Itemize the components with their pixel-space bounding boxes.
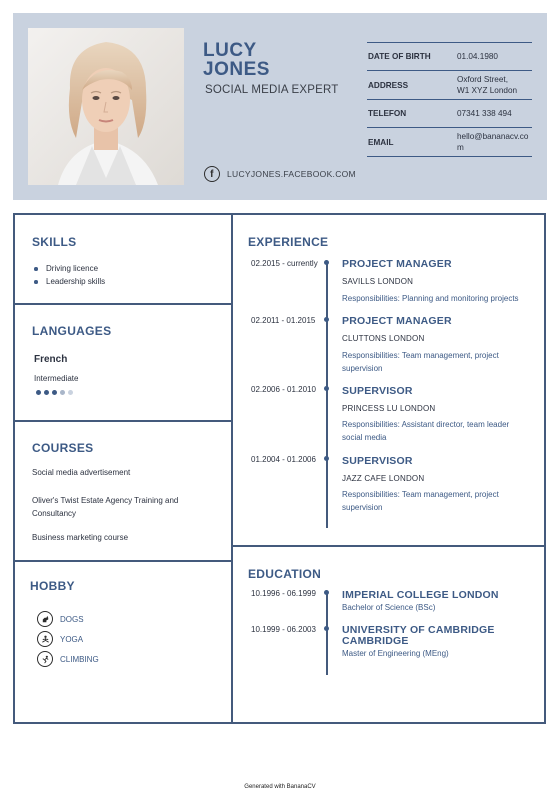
skill-item: Driving licence <box>33 262 105 275</box>
facebook-link[interactable] <box>204 166 356 182</box>
education-date: 10.1996 - 06.1999 <box>251 589 316 598</box>
timeline-dot <box>324 626 329 631</box>
first-name: LUCY <box>203 40 257 61</box>
resp-line: Responsibilities: Team management, project <box>342 351 499 360</box>
resp-line: Responsibilities: Team management, project <box>342 490 499 499</box>
timeline-dot <box>324 317 329 322</box>
rating-dot-empty <box>60 390 65 395</box>
hobby-title: HOBBY <box>30 579 75 593</box>
yoga-icon <box>37 631 53 647</box>
facebook-url: LUCYJONES.FACEBOOK.COM <box>227 169 356 179</box>
job-date: 02.2011 - 01.2015 <box>251 316 316 325</box>
info-row-email <box>367 128 532 157</box>
skills-title: SKILLS <box>32 235 77 249</box>
resume-header <box>13 13 547 200</box>
hobby-item-climbing <box>37 651 99 667</box>
language-rating <box>36 390 73 395</box>
info-row-dob <box>367 43 532 71</box>
experience-title: EXPERIENCE <box>248 235 329 249</box>
job-responsibilities <box>342 349 537 375</box>
column-divider <box>231 215 233 722</box>
school-line: CAMBRIDGE <box>342 635 409 647</box>
info-label: TELEFON <box>368 109 407 118</box>
section-divider <box>15 303 231 305</box>
course-item: Social media advertisement <box>32 468 131 477</box>
section-divider <box>233 545 544 547</box>
hobby-label: YOGA <box>60 634 84 644</box>
degree: Bachelor of Science (BSc) <box>342 603 436 612</box>
info-label: ADDRESS <box>368 80 409 90</box>
job-title: SUPERVISOR <box>342 385 413 397</box>
info-value <box>457 74 532 97</box>
hobby-label: DOGS <box>60 614 84 624</box>
timeline-dot <box>324 456 329 461</box>
portrait-image <box>28 28 184 185</box>
course-item <box>32 494 178 520</box>
info-row-address <box>367 71 532 100</box>
rating-dot-filled <box>36 390 41 395</box>
job-title: PROJECT MANAGER <box>342 315 452 327</box>
address-line: Oxford Street, <box>457 74 508 84</box>
facebook-icon: f <box>204 166 220 182</box>
experience-timeline <box>326 263 328 528</box>
rating-dot-empty <box>68 390 73 395</box>
resp-line: supervision <box>342 364 383 373</box>
rating-dot-filled <box>52 390 57 395</box>
school-line: UNIVERSITY OF CAMBRIDGE <box>342 624 495 636</box>
job-title: PROJECT MANAGER <box>342 258 452 270</box>
job-company: JAZZ CAFE LONDON <box>342 474 425 483</box>
address-line: W1 XYZ London <box>457 86 518 95</box>
job-responsibilities <box>342 292 537 305</box>
courses-title: COURSES <box>32 441 94 455</box>
skills-list <box>33 262 105 288</box>
last-name: JONES <box>203 59 270 80</box>
timeline-dot <box>324 260 329 265</box>
candidate-name <box>203 41 270 79</box>
job-company: CLUTTONS LONDON <box>342 334 425 343</box>
job-date: 02.2006 - 01.2010 <box>251 385 316 394</box>
languages-title: LANGUAGES <box>32 324 112 338</box>
rating-dot-filled <box>44 390 49 395</box>
job-role: SOCIAL MEDIA EXPERT <box>205 84 339 96</box>
hobby-label: CLIMBING <box>60 654 99 664</box>
resume-body <box>13 213 546 724</box>
info-value <box>457 131 532 154</box>
job-responsibilities <box>342 418 537 444</box>
job-date: 02.2015 - currently <box>251 259 318 268</box>
language-name: French <box>34 354 68 365</box>
skill-item: Leadership skills <box>33 275 105 288</box>
resp-line: Responsibilities: Planning and monitoring projects <box>342 294 519 303</box>
job-title: SUPERVISOR <box>342 455 413 467</box>
section-divider <box>15 560 231 562</box>
degree: Master of Engineering (MEng) <box>342 649 449 658</box>
email-line: m <box>457 143 464 152</box>
language-level: Intermediate <box>34 374 79 383</box>
hobby-item-yoga <box>37 631 83 647</box>
school-name: IMPERIAL COLLEGE LONDON <box>342 589 499 601</box>
education-timeline <box>326 593 328 675</box>
resp-line: supervision <box>342 503 383 512</box>
resp-line: Responsibilities: Assistant director, team leader <box>342 420 510 429</box>
info-label: DATE OF BIRTH <box>368 52 431 61</box>
resp-line: social media <box>342 433 387 442</box>
job-company: PRINCESS LU LONDON <box>342 404 436 413</box>
climbing-icon <box>37 651 53 667</box>
hobby-item-dogs <box>37 611 84 627</box>
school-name <box>342 625 495 647</box>
job-responsibilities <box>342 488 537 514</box>
email-line: hello@bananacv.co <box>457 131 529 141</box>
info-row-phone <box>367 100 532 128</box>
timeline-dot <box>324 386 329 391</box>
course-line: Consultancy <box>32 509 77 518</box>
personal-info-table <box>367 42 532 157</box>
course-line: Oliver's Twist Estate Agency Training and <box>32 496 179 505</box>
info-value: 01.04.1980 <box>457 51 498 61</box>
job-company: SAVILLS LONDON <box>342 277 414 286</box>
info-value: 07341 338 494 <box>457 108 512 118</box>
section-divider <box>15 420 231 422</box>
education-title: EDUCATION <box>248 567 322 581</box>
education-date: 10.1999 - 06.2003 <box>251 625 316 634</box>
dog-icon <box>37 611 53 627</box>
info-label: EMAIL <box>368 137 394 147</box>
footer-credit: Generated with BananaCV <box>244 784 316 790</box>
profile-photo <box>28 28 184 185</box>
course-item: Business marketing course <box>32 533 129 542</box>
timeline-dot <box>324 590 329 595</box>
job-date: 01.2004 - 01.2006 <box>251 455 316 464</box>
